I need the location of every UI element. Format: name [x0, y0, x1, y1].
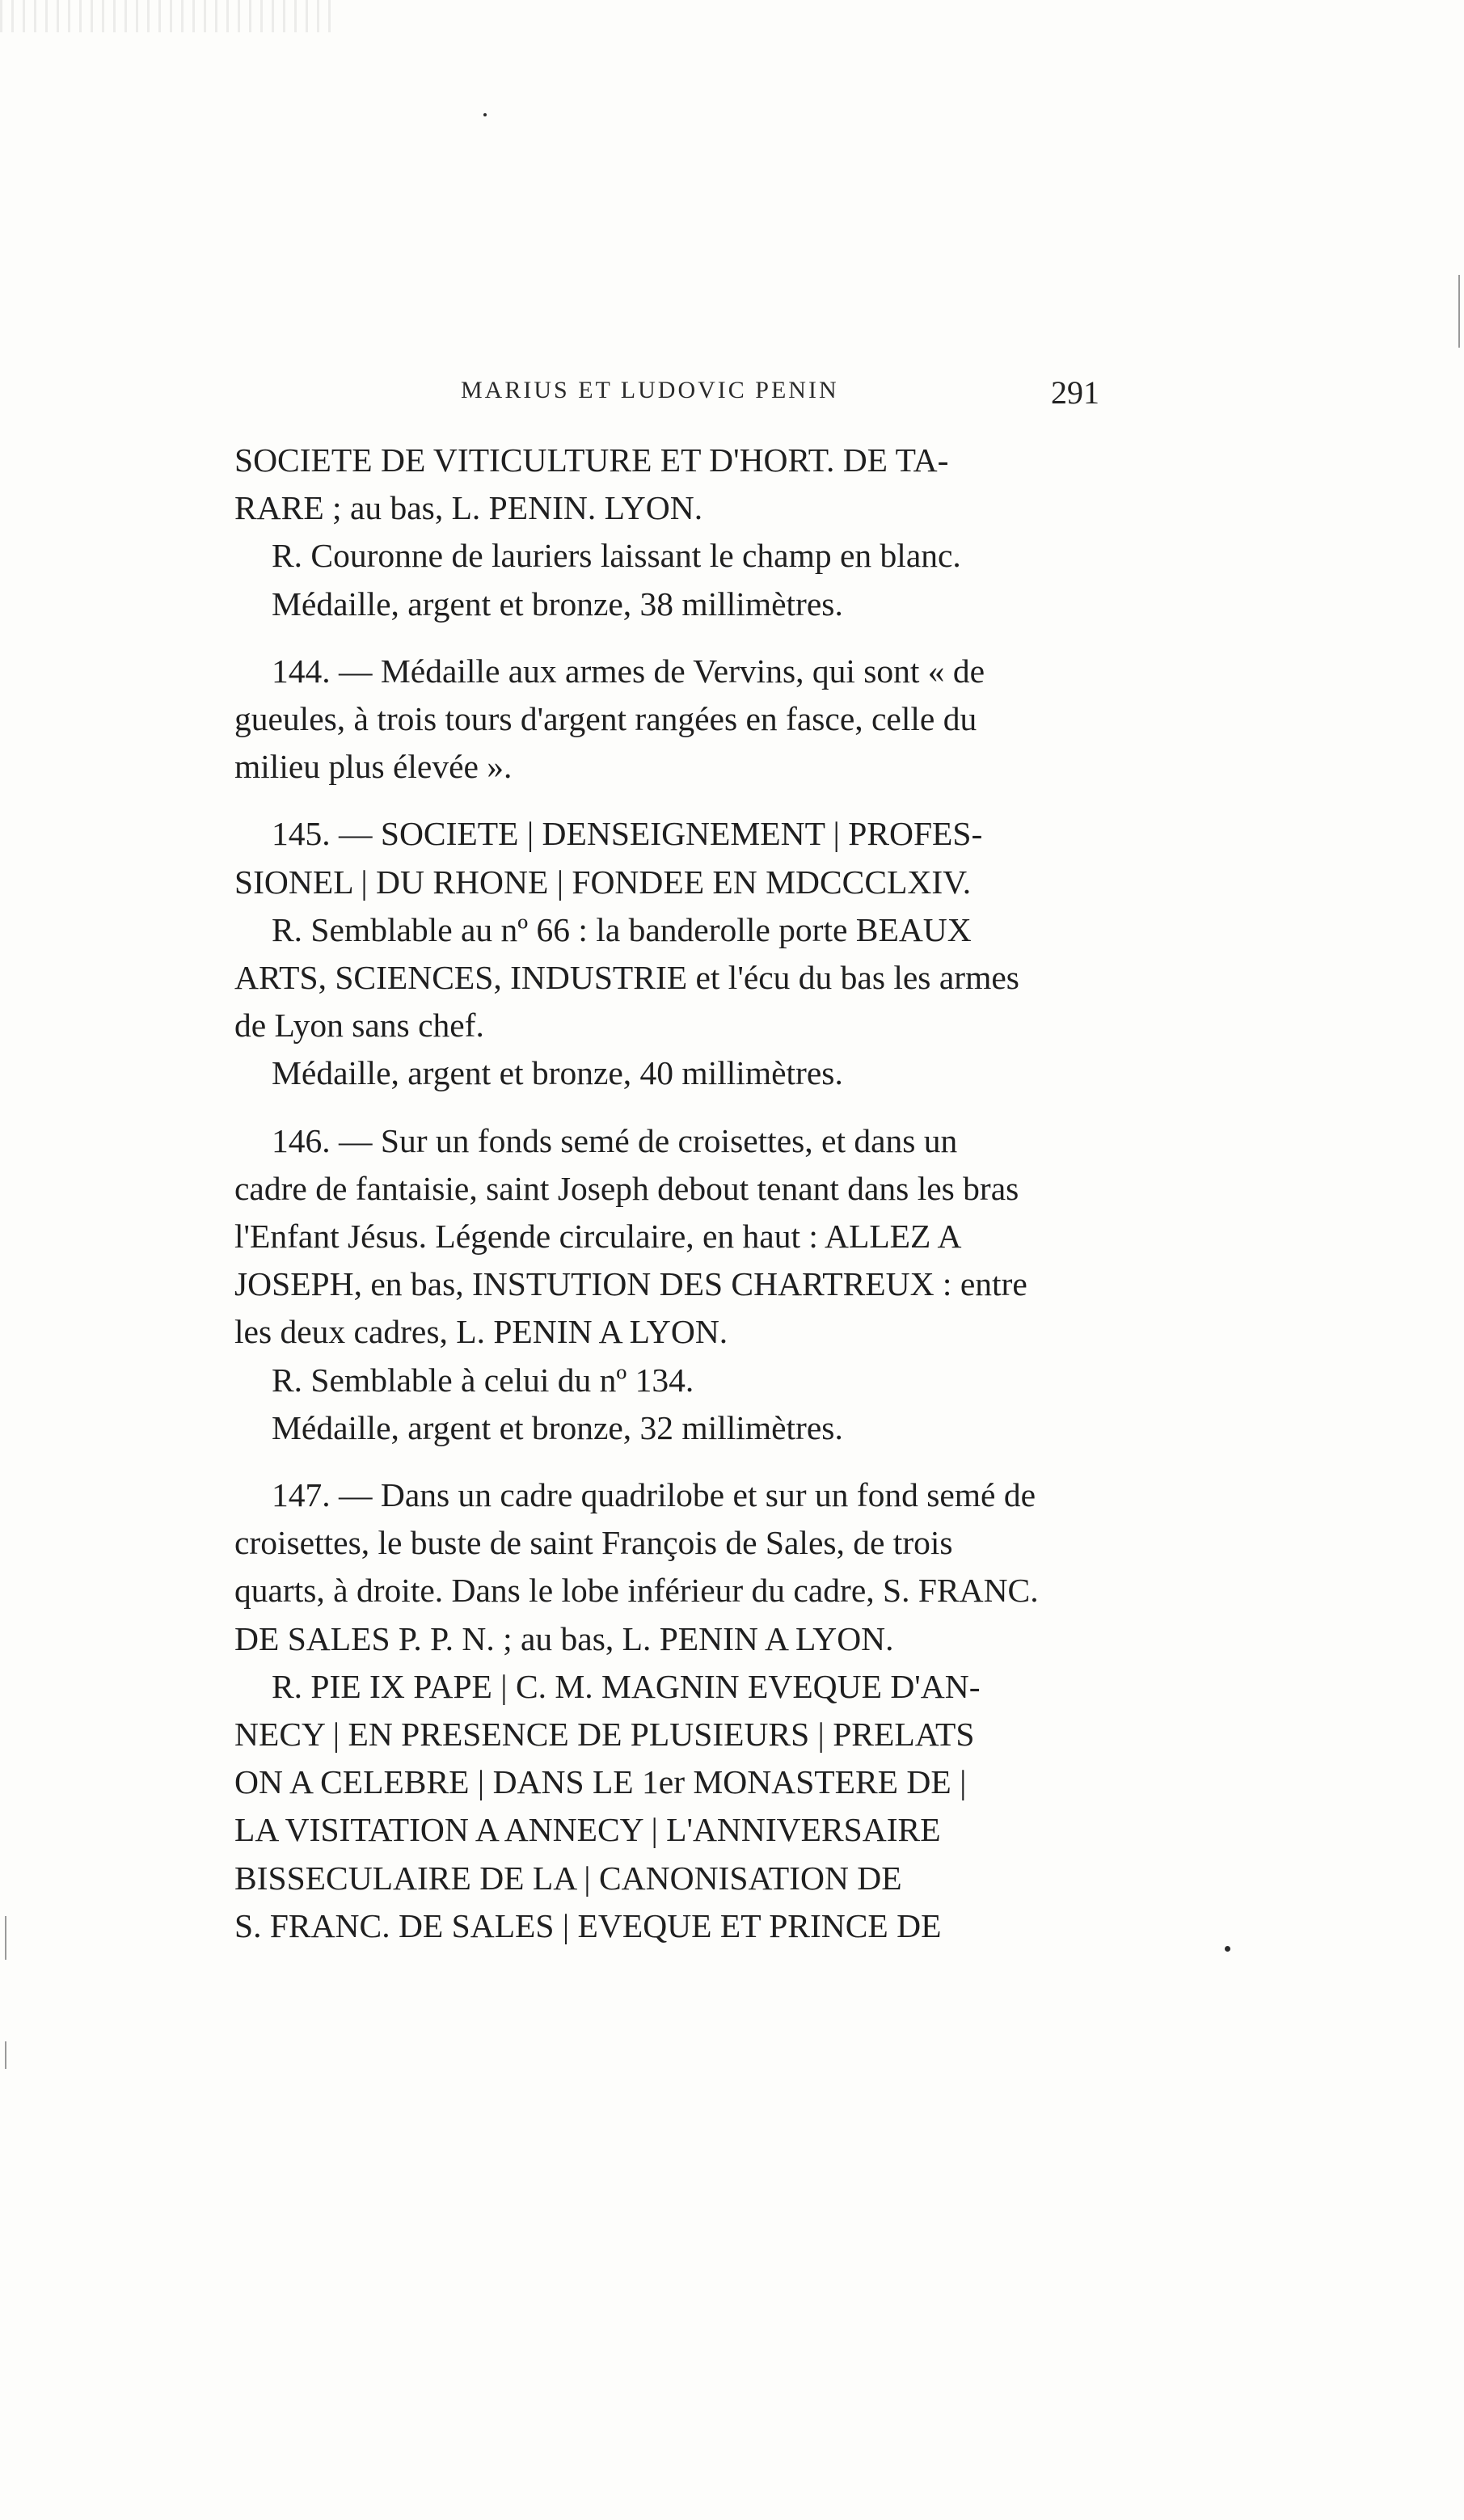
text-line: milieu plus élevée ».	[234, 748, 513, 786]
scan-artifact	[0, 0, 340, 32]
text-line: 147. — Dans un cadre quadrilobe et sur un fond semé de	[272, 1476, 1036, 1514]
scan-edge-mark	[5, 2041, 6, 2069]
text-line: LA VISITATION A ANNECY | L'ANNIVERSAIRE	[234, 1811, 941, 1849]
paragraph	[234, 648, 1099, 791]
paragraph	[234, 1357, 1099, 1404]
text-line: R. Couronne de lauriers laissant le champ en blanc.	[272, 537, 961, 575]
text-line: quarts, à droite. Dans le lobe inférieur du cadre, S. FRANC.	[234, 1572, 1039, 1610]
text-line: JOSEPH, en bas, INSTUTION DES CHARTREUX : entre	[234, 1265, 1027, 1303]
paragraph	[234, 906, 1099, 1050]
ink-speck	[1225, 1946, 1230, 1952]
text-line: R. PIE IX PAPE | C. M. MAGNIN EVEQUE D'AN-	[272, 1667, 981, 1705]
body-text	[234, 437, 1099, 1950]
text-line: Médaille, argent et bronze, 40 millimètres.	[272, 1054, 843, 1092]
text-line: croisettes, le buste de saint François de Sales, de trois	[234, 1524, 953, 1562]
running-head: MARIUS ET LUDOVIC PENIN	[461, 377, 839, 403]
paragraph	[234, 437, 1099, 532]
text-line: l'Enfant Jésus. Légende circulaire, en haut : ALLEZ A	[234, 1218, 962, 1256]
text-line: SOCIETE DE VITICULTURE ET D'HORT. DE TA-	[234, 441, 949, 479]
text-line: DE SALES P. P. N. ; au bas, L. PENIN A LYON.	[234, 1619, 894, 1657]
paragraph	[234, 1117, 1099, 1357]
text-line: 146. — Sur un fonds semé de croisettes, et dans un	[272, 1121, 958, 1159]
ink-speck	[483, 113, 487, 116]
text-line: RARE ; au bas, L. PENIN. LYON.	[234, 489, 703, 527]
page-header	[234, 374, 1099, 422]
text-line: Médaille, argent et bronze, 32 millimètres.	[272, 1408, 843, 1446]
paragraph	[234, 810, 1099, 905]
scan-edge-mark	[5, 1916, 6, 1960]
paragraph	[234, 580, 1099, 628]
scan-edge-mark	[1458, 275, 1460, 348]
text-line: 145. — SOCIETE | DENSEIGNEMENT | PROFES-	[272, 815, 983, 853]
text-line: cadre de fantaisie, saint Joseph debout tenant dans les bras	[234, 1169, 1019, 1207]
text-line: R. Semblable à celui du nº 134.	[272, 1361, 694, 1399]
text-line: de Lyon sans chef.	[234, 1007, 484, 1045]
text-line: les deux cadres, L. PENIN A LYON.	[234, 1313, 728, 1351]
paragraph	[234, 1663, 1099, 1950]
text-line: SIONEL | DU RHONE | FONDEE EN MDCCCLXIV.	[234, 863, 972, 901]
page-number: 291	[1051, 374, 1099, 411]
paragraph	[234, 532, 1099, 580]
text-line: 144. — Médaille aux armes de Vervins, qui sont « de	[272, 652, 985, 690]
paragraph	[234, 1404, 1099, 1452]
text-line: NECY | EN PRESENCE DE PLUSIEURS | PRELATS	[234, 1716, 975, 1754]
paragraph	[234, 1471, 1099, 1663]
text-line: Médaille, argent et bronze, 38 millimètres.	[272, 585, 843, 623]
text-line: ON A CELEBRE | DANS LE 1er MONASTERE DE |	[234, 1763, 967, 1801]
text-line: gueules, à trois tours d'argent rangées en fasce, celle du	[234, 700, 977, 738]
text-line: BISSECULAIRE DE LA | CANONISATION DE	[234, 1859, 902, 1897]
paragraph	[234, 1049, 1099, 1097]
text-line: R. Semblable au nº 66 : la banderolle porte BEAUX	[272, 910, 972, 948]
text-line: S. FRANC. DE SALES | EVEQUE ET PRINCE DE	[234, 1906, 942, 1944]
text-line: ARTS, SCIENCES, INDUSTRIE et l'écu du bas les armes	[234, 959, 1019, 997]
